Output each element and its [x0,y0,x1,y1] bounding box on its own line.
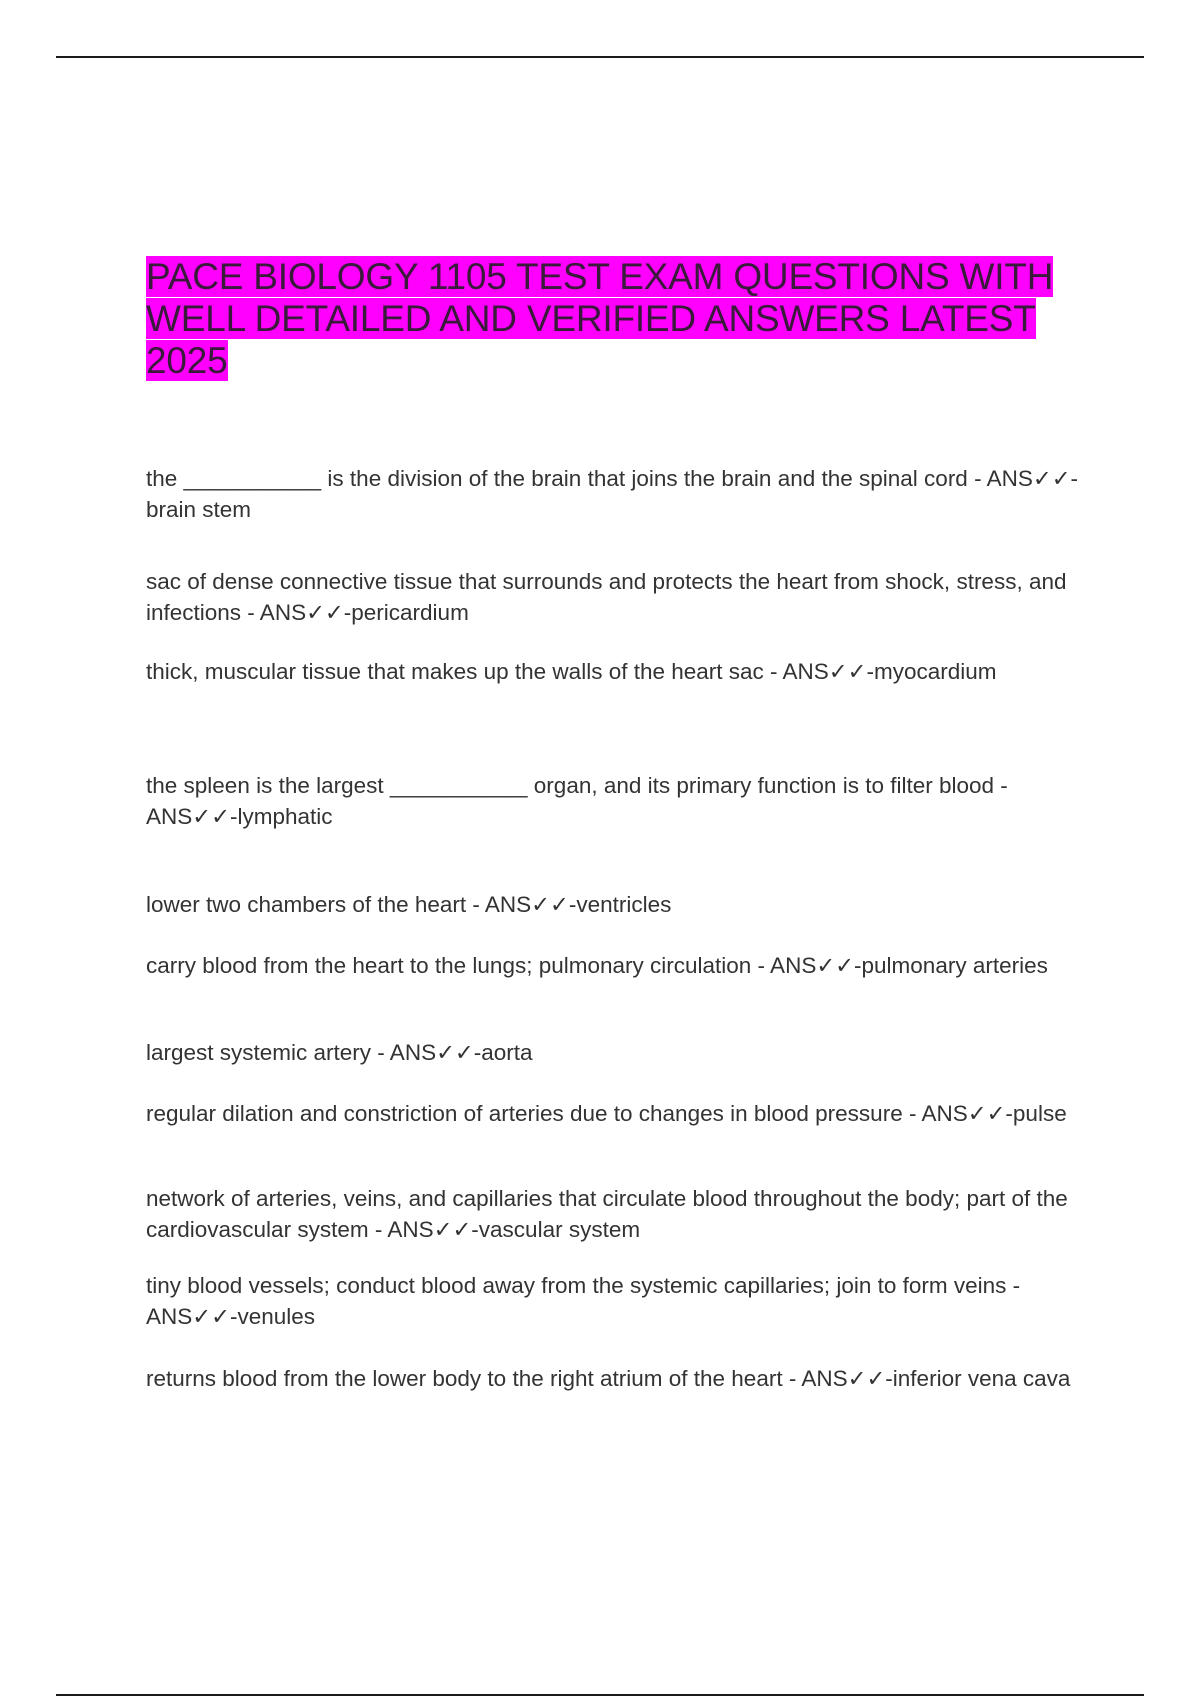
qa-item-5: lower two chambers of the heart - ANS✓✓-ventricles [146,892,672,917]
bottom-rule [56,1694,1144,1696]
qa-item-10: tiny blood vessels; conduct blood away from the systemic capillaries; join to form veins - ANS✓✓-venules [146,1273,1021,1329]
qa-item-1: the ___________ is the division of the brain that joins the brain and the spinal cord - ANS✓✓-brain stem [146,466,1079,522]
document-title [146,256,1106,382]
qa-item-8: regular dilation and constriction of arteries due to changes in blood pressure - ANS✓✓-pulse [146,1101,1067,1126]
qa-item-3: thick, muscular tissue that makes up the walls of the heart sac - ANS✓✓-myocardium [146,659,997,684]
qa-item-7: largest systemic artery - ANS✓✓-aorta [146,1040,533,1065]
qa-item-4: the spleen is the largest ___________ organ, and its primary function is to filter blood - ANS✓✓-lymphatic [146,773,1008,829]
qa-item-2: sac of dense connective tissue that surrounds and protects the heart from shock, stress, and infections - ANS✓✓-pericardium [146,569,1067,625]
top-rule [56,56,1144,58]
title-highlight: PACE BIOLOGY 1105 TEST EXAM QUESTIONS WITH WELL DETAILED AND VERIFIED ANSWERS LATEST 2025 [146,256,1054,381]
qa-item-6: carry blood from the heart to the lungs; pulmonary circulation - ANS✓✓-pulmonary arteries [146,953,1048,978]
qa-item-11: returns blood from the lower body to the right atrium of the heart - ANS✓✓-inferior vena cava [146,1366,1071,1391]
qa-item-9: network of arteries, veins, and capillaries that circulate blood throughout the body; part of the cardiovascular system - ANS✓✓-vascular system [146,1186,1068,1242]
